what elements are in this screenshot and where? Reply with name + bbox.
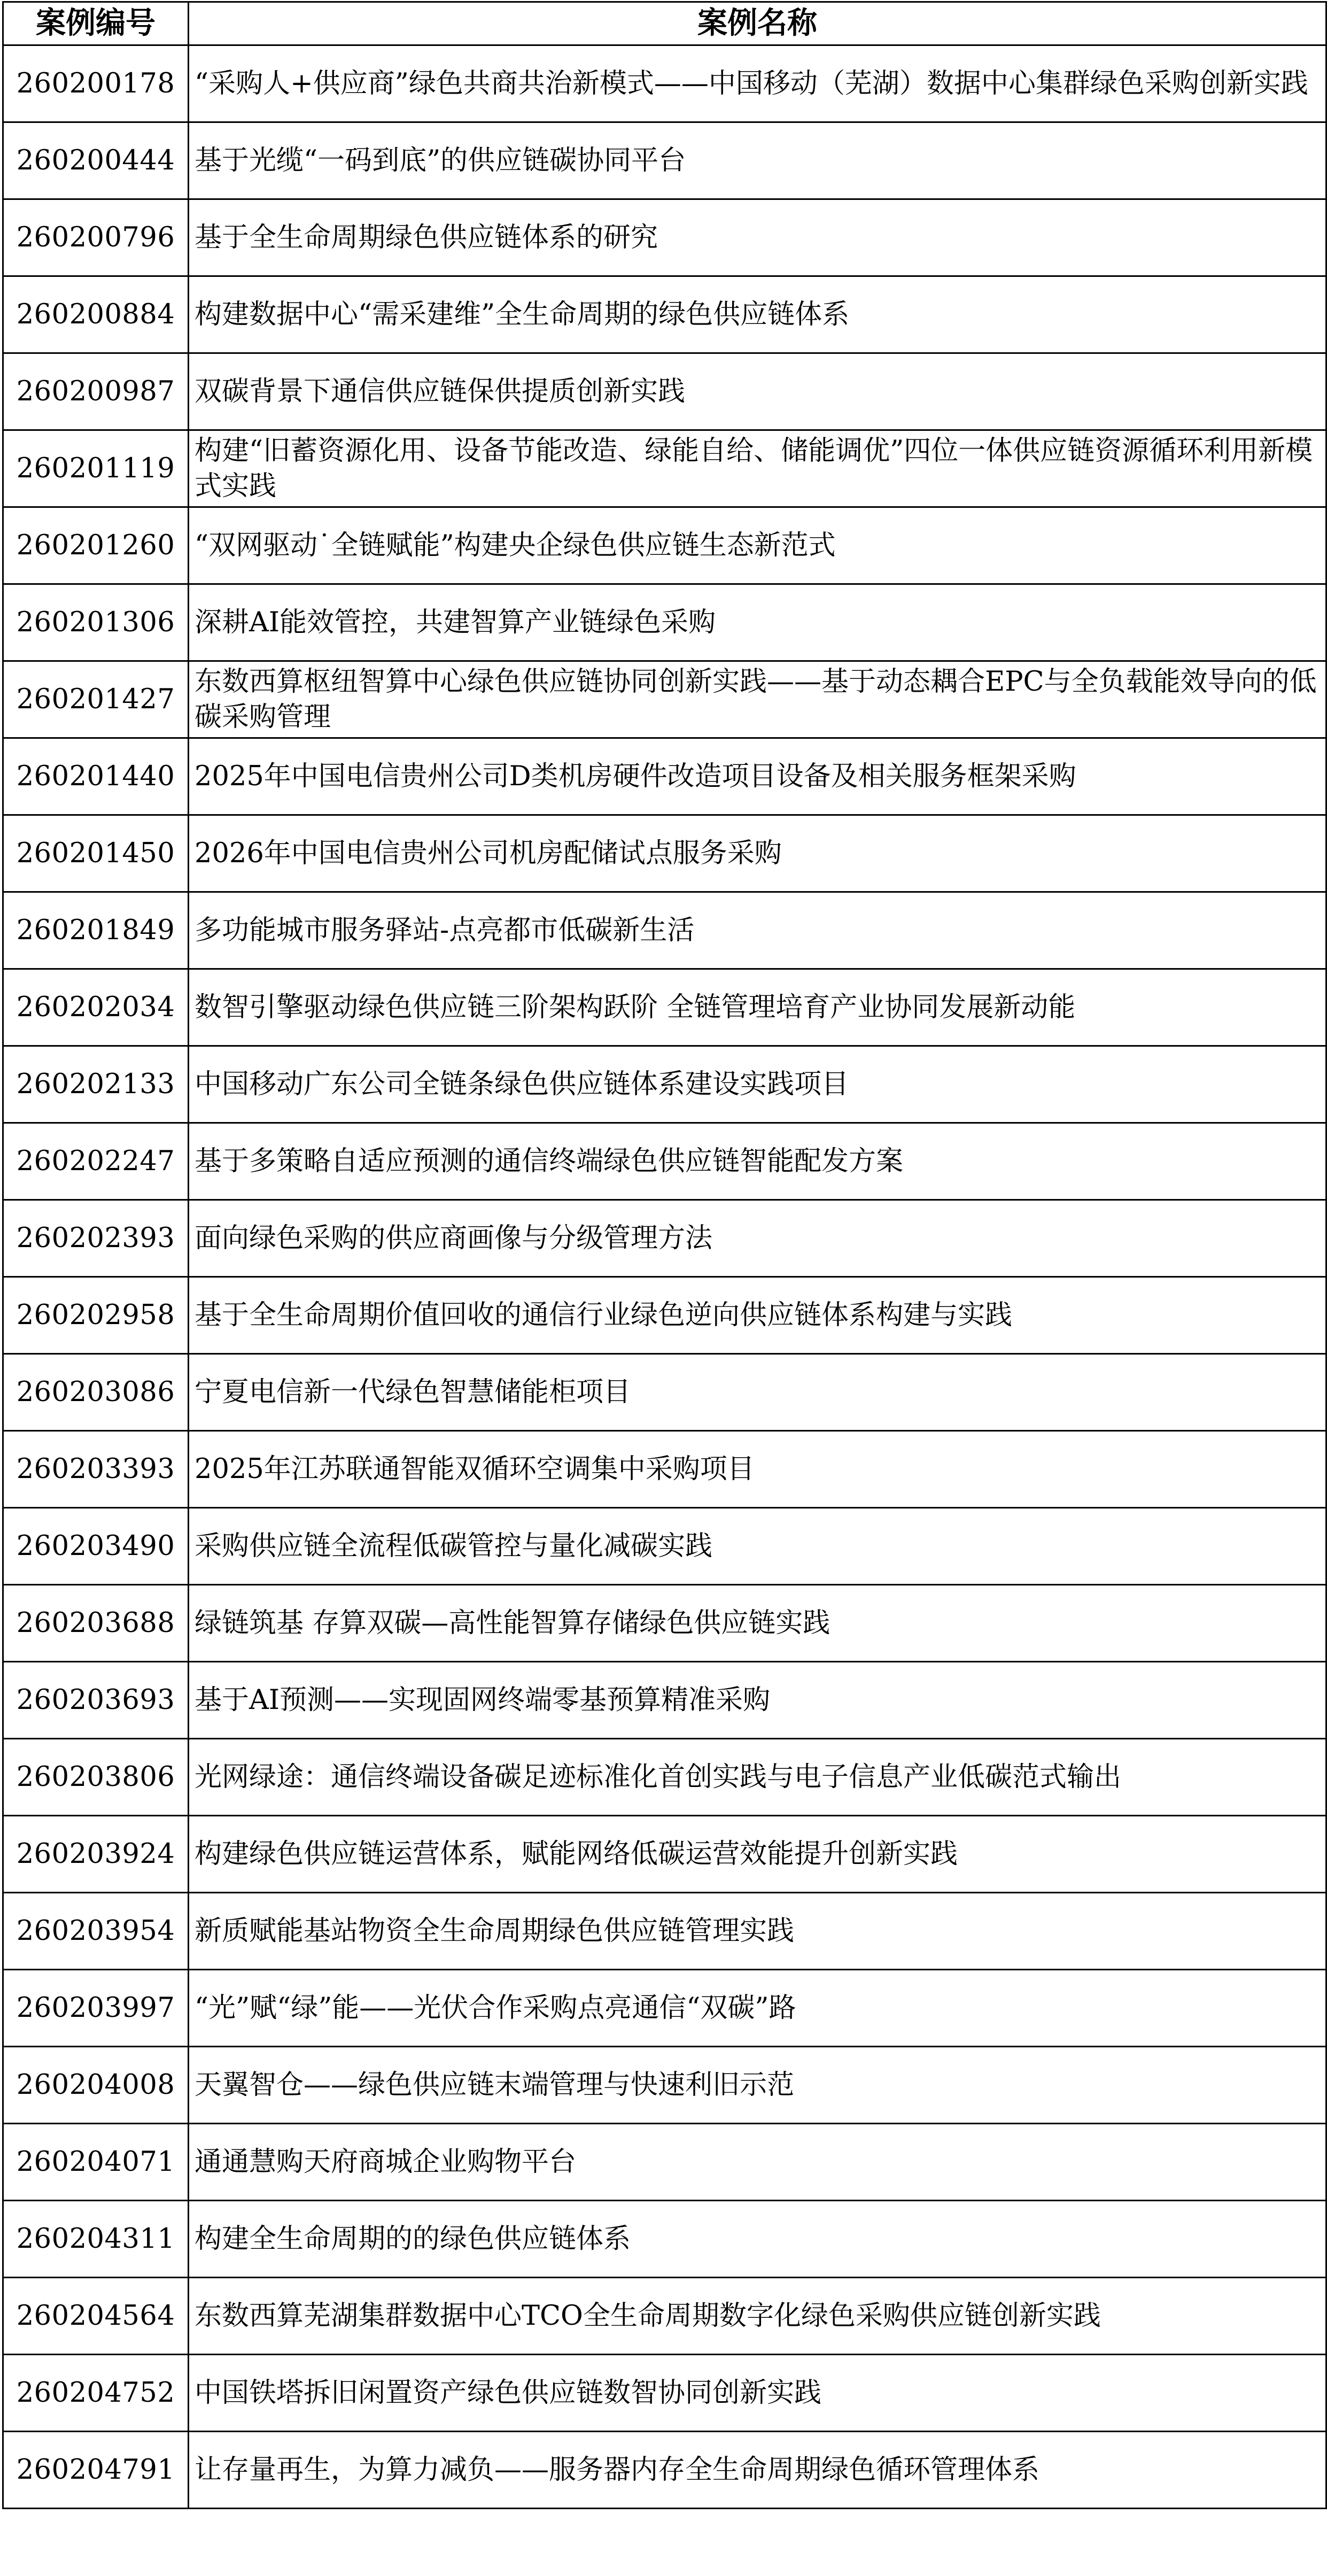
case-id-cell: 260201427 xyxy=(3,661,189,738)
case-id-cell: 260204008 xyxy=(3,2047,189,2124)
case-id-cell: 260203688 xyxy=(3,1585,189,1662)
table-row xyxy=(3,1123,1326,1200)
case-id-cell: 260203086 xyxy=(3,1354,189,1431)
table-row xyxy=(3,1431,1326,1508)
case-name-cell: “采购人+供应商”绿色共商共治新模式——中国移动（芜湖）数据中心集群绿色采购创新实践 xyxy=(189,45,1326,122)
case-name-cell: 多功能城市服务驿站-点亮都市低碳新生活 xyxy=(189,892,1326,969)
case-name-cell: “双网驱动˙全链赋能”构建央企绿色供应链生态新范式 xyxy=(189,507,1326,584)
case-id-cell: 260204752 xyxy=(3,2355,189,2432)
case-name-cell: 东数西算枢纽智算中心绿色供应链协同创新实践——基于动态耦合EPC与全负载能效导向的低碳采购管理 xyxy=(189,661,1326,738)
table-row xyxy=(3,969,1326,1046)
case-name-cell: 基于全生命周期绿色供应链体系的研究 xyxy=(189,199,1326,276)
table-row xyxy=(3,1585,1326,1662)
case-name-cell: 基于光缆“一码到底”的供应链碳协同平台 xyxy=(189,122,1326,199)
case-list-table xyxy=(2,1,1327,2509)
case-name-cell: 2026年中国电信贵州公司机房配储试点服务采购 xyxy=(189,815,1326,892)
case-id-cell: 260201260 xyxy=(3,507,189,584)
table-row xyxy=(3,122,1326,199)
table-row xyxy=(3,1046,1326,1123)
case-id-cell: 260200444 xyxy=(3,122,189,199)
case-name-cell: 深耕AI能效管控，共建智算产业链绿色采购 xyxy=(189,584,1326,661)
header-case-name: 案例名称 xyxy=(189,2,1326,45)
case-name-cell: 中国移动广东公司全链条绿色供应链体系建设实践项目 xyxy=(189,1046,1326,1123)
case-name-cell: 中国铁塔拆旧闲置资产绿色供应链数智协同创新实践 xyxy=(189,2355,1326,2432)
table-row xyxy=(3,2278,1326,2355)
case-id-cell: 260200796 xyxy=(3,199,189,276)
case-id-cell: 260203924 xyxy=(3,1816,189,1893)
case-id-cell: 260201440 xyxy=(3,738,189,815)
table-row xyxy=(3,1662,1326,1739)
case-name-cell: 东数西算芜湖集群数据中心TCO全生命周期数字化绿色采购供应链创新实践 xyxy=(189,2278,1326,2355)
table-row xyxy=(3,2432,1326,2509)
table-row xyxy=(3,584,1326,661)
header-case-id: 案例编号 xyxy=(3,2,189,45)
case-name-cell: 基于全生命周期价值回收的通信行业绿色逆向供应链体系构建与实践 xyxy=(189,1277,1326,1354)
table-header-row xyxy=(3,2,1326,45)
table-row xyxy=(3,1739,1326,1816)
table-row xyxy=(3,661,1326,738)
case-id-cell: 260202958 xyxy=(3,1277,189,1354)
case-name-cell: 绿链筑基 存算双碳—高性能智算存储绿色供应链实践 xyxy=(189,1585,1326,1662)
table-row xyxy=(3,507,1326,584)
case-id-cell: 260204071 xyxy=(3,2124,189,2201)
table-row xyxy=(3,2201,1326,2278)
case-name-cell: 让存量再生，为算力减负——服务器内存全生命周期绿色循环管理体系 xyxy=(189,2432,1326,2509)
table-row xyxy=(3,1277,1326,1354)
case-name-cell: 宁夏电信新一代绿色智慧储能柜项目 xyxy=(189,1354,1326,1431)
table-row xyxy=(3,2355,1326,2432)
case-id-cell: 260203393 xyxy=(3,1431,189,1508)
table-row xyxy=(3,1200,1326,1277)
case-name-cell: 基于AI预测——实现固网终端零基预算精准采购 xyxy=(189,1662,1326,1739)
table-row xyxy=(3,1816,1326,1893)
case-id-cell: 260203490 xyxy=(3,1508,189,1585)
table-row xyxy=(3,892,1326,969)
table-row xyxy=(3,199,1326,276)
case-name-cell: 基于多策略自适应预测的通信终端绿色供应链智能配发方案 xyxy=(189,1123,1326,1200)
table-row xyxy=(3,2124,1326,2201)
case-id-cell: 260200178 xyxy=(3,45,189,122)
case-id-cell: 260203997 xyxy=(3,1970,189,2047)
case-name-cell: 构建数据中心“需采建维”全生命周期的绿色供应链体系 xyxy=(189,276,1326,353)
case-name-cell: 构建“旧蓄资源化用、设备节能改造、绿能自给、储能调优”四位一体供应链资源循环利用新模式实践 xyxy=(189,430,1326,507)
case-id-cell: 260203954 xyxy=(3,1893,189,1970)
table-body xyxy=(3,45,1326,2509)
table-row xyxy=(3,1508,1326,1585)
case-id-cell: 260201450 xyxy=(3,815,189,892)
case-id-cell: 260204564 xyxy=(3,2278,189,2355)
case-name-cell: 新质赋能基站物资全生命周期绿色供应链管理实践 xyxy=(189,1893,1326,1970)
table-row xyxy=(3,738,1326,815)
case-id-cell: 260202393 xyxy=(3,1200,189,1277)
case-id-cell: 260202247 xyxy=(3,1123,189,1200)
case-id-cell: 260200987 xyxy=(3,353,189,430)
case-name-cell: 2025年江苏联通智能双循环空调集中采购项目 xyxy=(189,1431,1326,1508)
table-row xyxy=(3,276,1326,353)
case-name-cell: 构建绿色供应链运营体系，赋能网络低碳运营效能提升创新实践 xyxy=(189,1816,1326,1893)
case-id-cell: 260202034 xyxy=(3,969,189,1046)
case-id-cell: 260204791 xyxy=(3,2432,189,2509)
table-row xyxy=(3,430,1326,507)
case-name-cell: 采购供应链全流程低碳管控与量化减碳实践 xyxy=(189,1508,1326,1585)
table-row xyxy=(3,1970,1326,2047)
case-id-cell: 260203693 xyxy=(3,1662,189,1739)
case-name-cell: “光”赋“绿”能——光伏合作采购点亮通信“双碳”路 xyxy=(189,1970,1326,2047)
case-name-cell: 数智引擎驱动绿色供应链三阶架构跃阶 全链管理培育产业协同发展新动能 xyxy=(189,969,1326,1046)
case-id-cell: 260203806 xyxy=(3,1739,189,1816)
table-row xyxy=(3,1893,1326,1970)
case-name-cell: 面向绿色采购的供应商画像与分级管理方法 xyxy=(189,1200,1326,1277)
table-row xyxy=(3,1354,1326,1431)
case-name-cell: 天翼智仓——绿色供应链末端管理与快速利旧示范 xyxy=(189,2047,1326,2124)
case-id-cell: 260201306 xyxy=(3,584,189,661)
case-name-cell: 构建全生命周期的的绿色供应链体系 xyxy=(189,2201,1326,2278)
case-name-cell: 通通慧购天府商城企业购物平台 xyxy=(189,2124,1326,2201)
table-row xyxy=(3,353,1326,430)
case-id-cell: 260201849 xyxy=(3,892,189,969)
case-name-cell: 双碳背景下通信供应链保供提质创新实践 xyxy=(189,353,1326,430)
table-row xyxy=(3,45,1326,122)
case-id-cell: 260201119 xyxy=(3,430,189,507)
case-id-cell: 260202133 xyxy=(3,1046,189,1123)
table-row xyxy=(3,2047,1326,2124)
case-name-cell: 2025年中国电信贵州公司D类机房硬件改造项目设备及相关服务框架采购 xyxy=(189,738,1326,815)
case-name-cell: 光网绿途：通信终端设备碳足迹标准化首创实践与电子信息产业低碳范式输出 xyxy=(189,1739,1326,1816)
table-row xyxy=(3,815,1326,892)
case-id-cell: 260200884 xyxy=(3,276,189,353)
case-id-cell: 260204311 xyxy=(3,2201,189,2278)
